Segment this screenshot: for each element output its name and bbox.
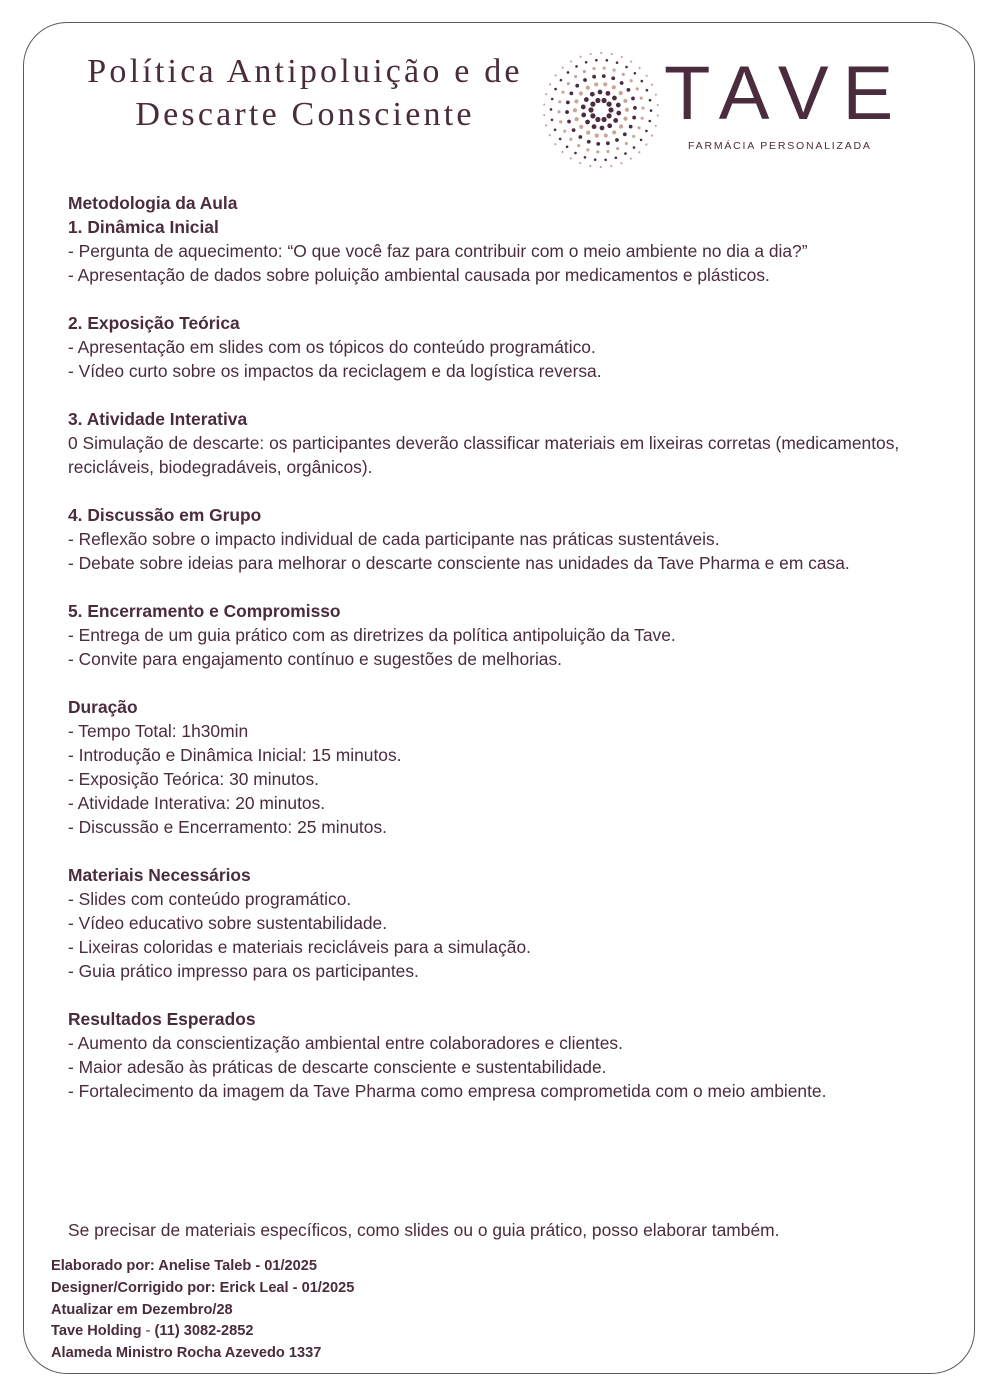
logo-wordmark: TAVE [664,51,908,136]
logo-dot [646,75,648,77]
list-item: - Entrega de um guia prático com as diretrizes da política antipoluição da Tave. [68,625,676,645]
logo-dot [595,98,600,103]
logo-dot [622,73,625,76]
logo-dot [601,98,606,103]
logo-dot [590,53,592,55]
logo-dot [657,104,659,106]
list-item: - Introdução e Dinâmica Inicial: 15 minutos. [68,745,402,765]
logo-dot [590,92,595,97]
logo-dot [612,96,617,101]
logo-dot [545,124,547,126]
logo-dot [634,72,637,75]
logo-dot [565,110,569,114]
list-item: - Aumento da conscientização ambiental entre colaboradores e clientes. [68,1033,623,1053]
title-line-1: Política Antipoluição e de [87,53,523,90]
logo-dot [554,88,557,91]
logo-dot [606,91,611,96]
logo-dot [633,146,636,149]
section-heading: Resultados Esperados [68,1009,256,1029]
logo-dot [601,117,606,122]
logo-dot [561,151,563,153]
section-encerramento [68,599,928,671]
logo-dot [596,150,599,153]
logo-dot [616,111,621,116]
list-item: - Convite para engajamento contínuo e sugestões de melhorias. [68,649,563,669]
logo-dot [651,134,653,136]
logo-dot [636,87,639,90]
logo-dot [578,135,582,139]
logo-dot [592,124,597,129]
section-heading: Materiais Necessários [68,865,251,885]
logo-dot [625,108,629,112]
footer-elaborado: Elaborado por: Anelise Taleb - 01/2025 [51,1258,318,1274]
logo-dot [554,143,556,145]
logo-dot [596,142,600,146]
logo-dot [583,70,586,73]
logo-dot [588,107,593,112]
logo-dot [559,120,562,123]
logo-dot [600,166,602,168]
logo-dot [645,143,647,145]
list-item: - Maior adesão às práticas de descarte consciente e sustentabilidade. [68,1057,607,1077]
logo-dot [580,56,582,58]
logo-dot [612,85,616,89]
logo-dot [630,79,633,82]
list-item: 0 Simulação de descarte: os participantes deverão classificar materiais em lixeiras corretas (medicamentos, recicláveis, biodegradáveis, orgânicos). [68,433,900,477]
list-item: - Exposição Teórica: 30 minutos. [68,769,319,789]
list-item: - Apresentação em slides com os tópicos do conteúdo programático. [68,337,596,357]
logo-dot [625,66,628,69]
logo-dot [631,97,635,101]
logo-dot [584,97,589,102]
logo-dot [655,125,657,127]
logo-dot [579,125,583,129]
logo-dot [560,79,563,82]
logo-dot [555,74,557,76]
logo-dot [569,138,572,141]
logo-dot [594,158,597,161]
footer-designer: Designer/Corrigido por: Erick Leal - 01/2025 [51,1279,355,1296]
logo-dot [637,126,640,129]
list-item: - Lixeiras coloridas e materiais recicláveis para a simulação. [68,937,531,957]
section-heading: 4. Discussão em Grupo [68,505,262,525]
logo-dot [610,165,612,167]
logo-dot [627,88,631,92]
logo-dot [613,118,618,123]
logo-dot [575,65,578,68]
logo-dot [585,61,588,64]
closing-note: Se precisar de materiais específicos, como slides ou o guia prático, posso elaborar também. [68,1220,780,1240]
logo-dot [583,78,587,82]
title-line-2: Descarte Consciente [135,96,475,133]
logo-dot [623,132,627,136]
logo-dot [589,165,591,167]
logo-dot [630,61,632,63]
logo-dot [645,130,648,133]
lesson-content [68,191,928,1127]
section-atividade [68,407,928,479]
logo-dot [598,90,603,95]
logo-dot [575,84,579,88]
section-discussao [68,503,928,575]
logo-dot [600,126,605,131]
logo-dot [604,158,607,161]
logo-dot [620,81,624,85]
logo-dot [566,101,570,105]
logo-dot [613,69,616,72]
logo-dot [604,133,608,137]
logo-dot [570,157,572,159]
logo-dot [641,80,644,83]
list-item: - Vídeo curto sobre os impactos da reciclagem e da logística reversa. [68,361,602,381]
footer-holding-separator: - [141,1323,155,1340]
logo-dot [606,113,611,118]
logo-dot [592,75,596,79]
logo-dot-burst-icon [538,48,664,172]
logo-dot [563,130,566,133]
logo-dot [623,99,627,103]
logo-dot [616,61,619,64]
list-item: - Atividade Interativa: 20 minutos. [68,793,326,813]
logo-dot [623,117,627,121]
list-item: - Discussão e Encerramento: 25 minutos. [68,817,387,837]
logo-dot [606,102,611,107]
logo-dot [590,113,595,118]
logo-dot [581,113,586,118]
section-heading: 3. Atividade Interativa [68,409,248,429]
logo-dot [592,67,595,70]
logo-dot [632,135,635,138]
list-item: - Guia prático impresso para os participantes. [68,961,419,981]
logo-dot [572,128,576,132]
logo-dot [577,144,580,147]
logo-dot [638,67,640,69]
section-materiais [68,863,928,983]
logo-dot [619,124,623,128]
logo-dot [621,56,623,58]
logo-dot [619,91,623,95]
logo-dot [559,138,562,141]
logo-dot [606,141,610,145]
logo-dot [616,103,621,108]
footer-address: Alameda Ministro Rocha Azevedo 1337 [51,1345,322,1362]
logo-dot [543,103,545,105]
logo-dot [579,91,583,95]
logo-dot [633,106,637,110]
logo-dot [606,59,609,62]
list-item: - Reflexão sobre o impacto individual de cada participante nas práticas sustentáveis. [68,529,720,549]
footer-phone: (11) 3082-2852 [154,1323,254,1340]
logo-dot [603,67,606,70]
logo-dot [624,152,627,155]
logo-dot [595,59,598,62]
footer-atualizar: Atualizar em Dezembro/28 [51,1301,233,1318]
list-item: - Vídeo educativo sobre sustentabilidade. [68,913,388,933]
logo-dot [550,108,553,111]
section-heading: 2. Exposição Teórica [68,313,240,333]
tave-logo [538,48,908,172]
logo-dot [625,142,628,145]
logo-dot [574,99,578,103]
logo-dot [608,107,613,112]
section-subheading: 1. Dinâmica Inicial [68,217,219,237]
logo-dot [595,134,599,138]
logo-dot [602,74,606,78]
logo-dot [649,99,652,102]
logo-dot [640,97,643,100]
logo-dot [567,120,571,124]
list-item: - Slides com conteúdo programático. [68,889,352,909]
logo-dot [646,89,649,92]
logo-dot [641,117,644,120]
logo-dot [566,145,569,148]
logo-dot [584,156,587,159]
section-duracao [68,695,928,839]
logo-dot [655,94,657,96]
footer-holding-name: Tave Holding [51,1323,142,1340]
logo-dot [581,105,586,110]
logo-dot [567,71,570,74]
section-resultados [68,1007,928,1103]
page-title [60,50,550,136]
logo-dot [549,83,551,85]
logo-dot [586,131,590,135]
logo-dot [612,130,616,134]
list-item: - Debate sobre ideias para melhorar o descarte consciente nas unidades da Tave Pharma e em casa. [68,553,850,573]
logo-dot [570,60,572,62]
logo-dot [575,117,579,121]
logo-dot [650,109,653,112]
logo-dot [640,139,643,142]
logo-dot [651,84,653,86]
logo-dot [657,114,659,116]
logo-dot [549,134,551,136]
logo-dot [616,147,619,150]
logo-dot [567,82,570,85]
logo-dot [561,91,564,94]
list-item: - Tempo Total: 1h30min [68,721,249,741]
logo-dot [585,120,590,125]
logo-dot [573,108,577,112]
logo-dot [620,162,622,164]
logo-dot [629,125,633,129]
logo-dot [606,150,609,153]
logo-dot [641,107,644,110]
logo-dot [594,82,598,86]
footer-holding [51,1321,354,1343]
logo-dot [574,75,577,78]
section-metodologia [68,191,928,287]
logo-dot [600,52,602,54]
logo-dot [632,116,636,120]
logo-dot [630,157,632,159]
logo-dot [551,119,554,122]
logo-dot [574,152,577,155]
logo-dot [558,100,561,103]
list-item: - Pergunta de aquecimento: “O que você faz para contribuir com o meio ambiente no dia a dia?” [68,241,808,261]
logo-dot [611,76,615,80]
logo-dot [595,117,600,122]
logo-dot [648,120,651,123]
logo-dot [551,98,554,101]
list-item: - Apresentação de dados sobre poluição ambiental causada por medicamentos e plásticos. [68,265,770,285]
logo-dot [587,140,591,144]
logo-dot [545,93,547,95]
list-item: - Fortalecimento da imagem da Tave Pharma como empresa comprometida com o meio ambiente. [68,1081,827,1101]
section-heading: Duração [68,697,138,717]
section-exposicao [68,311,928,383]
logo-dot [554,128,557,131]
logo-dot [590,102,595,107]
logo-dot [603,82,607,86]
logo-dot [638,151,640,153]
logo-dot [562,67,564,69]
logo-dot [607,123,612,128]
logo-dot [615,156,618,159]
logo-dot [557,110,560,113]
logo-dot [586,86,590,90]
logo-dot [543,114,545,116]
logo-dot [615,138,619,142]
logo-dot [569,92,573,96]
section-heading: 5. Encerramento e Compromisso [68,601,341,621]
logo-dot [586,148,589,151]
logo-dot [579,162,581,164]
footer-credits [51,1256,354,1365]
section-heading: Metodologia da Aula [68,193,238,213]
logo-tagline: FARMÁCIA PERSONALIZADA [688,140,872,152]
logo-dot [611,53,613,55]
